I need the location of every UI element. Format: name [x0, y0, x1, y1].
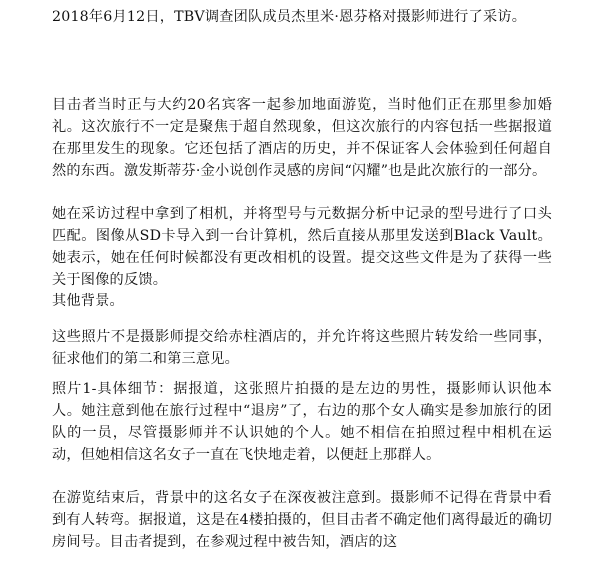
other-background-heading: 其他背景。: [52, 293, 124, 309]
photo-submission-paragraph: 这些照片不是摄影师提交给赤柱酒店的，并允许将这些照片转发给一些同事，征求他们的第二和第三意见。: [52, 329, 552, 367]
intro-paragraph: 2018年6月12日，TBV调查团队成员杰里米·恩芬格对摄影师进行了采访。: [52, 9, 527, 25]
tour-description-paragraph: 目击者当时正与大约20名宾客一起参加地面游览，当时他们正在那里参加婚礼。这次旅行不一定是聚焦于超自然现象，但这次旅行的内容包括一些据报道在那里发生的现象。它还包括了酒店的历史，并不保证客人会体验到任何超自然的东西。激发斯蒂芬·金小说创作灵感的房间“闪耀”也是此次旅行的一部分。: [52, 97, 552, 179]
photo1-details-paragraph: 照片1-具体细节：据报道，这张照片拍摄的是左边的男性，摄影师认识他本人。她注意到他在旅行过程中“退房”了，右边的那个女人确实是参加旅行的团队的一员，尽管摄影师并不认识她的个人。她不相信在拍照过程中相机在运动，但她相信这名女子一直在飞快地走着，以便赶上那群人。: [52, 381, 552, 463]
after-tour-paragraph: 在游览结束后，背景中的这名女子在深夜被注意到。摄影师不记得在背景中看到有人转弯。据报道，这是在4楼拍摄的，但目击者不确定他们离得最近的确切房间号。目击者提到，在参观过程中被告知，酒店的这: [52, 490, 552, 550]
camera-interview-paragraph: 她在采访过程中拿到了相机，并将型号与元数据分析中记录的型号进行了口头匹配。图像从SD卡导入到一台计算机，然后直接从那里发送到Black Vault。她表示，她在任何时候都没有更改相机的设置。提交这些文件是为了获得一些关于图像的反馈。: [52, 206, 552, 288]
